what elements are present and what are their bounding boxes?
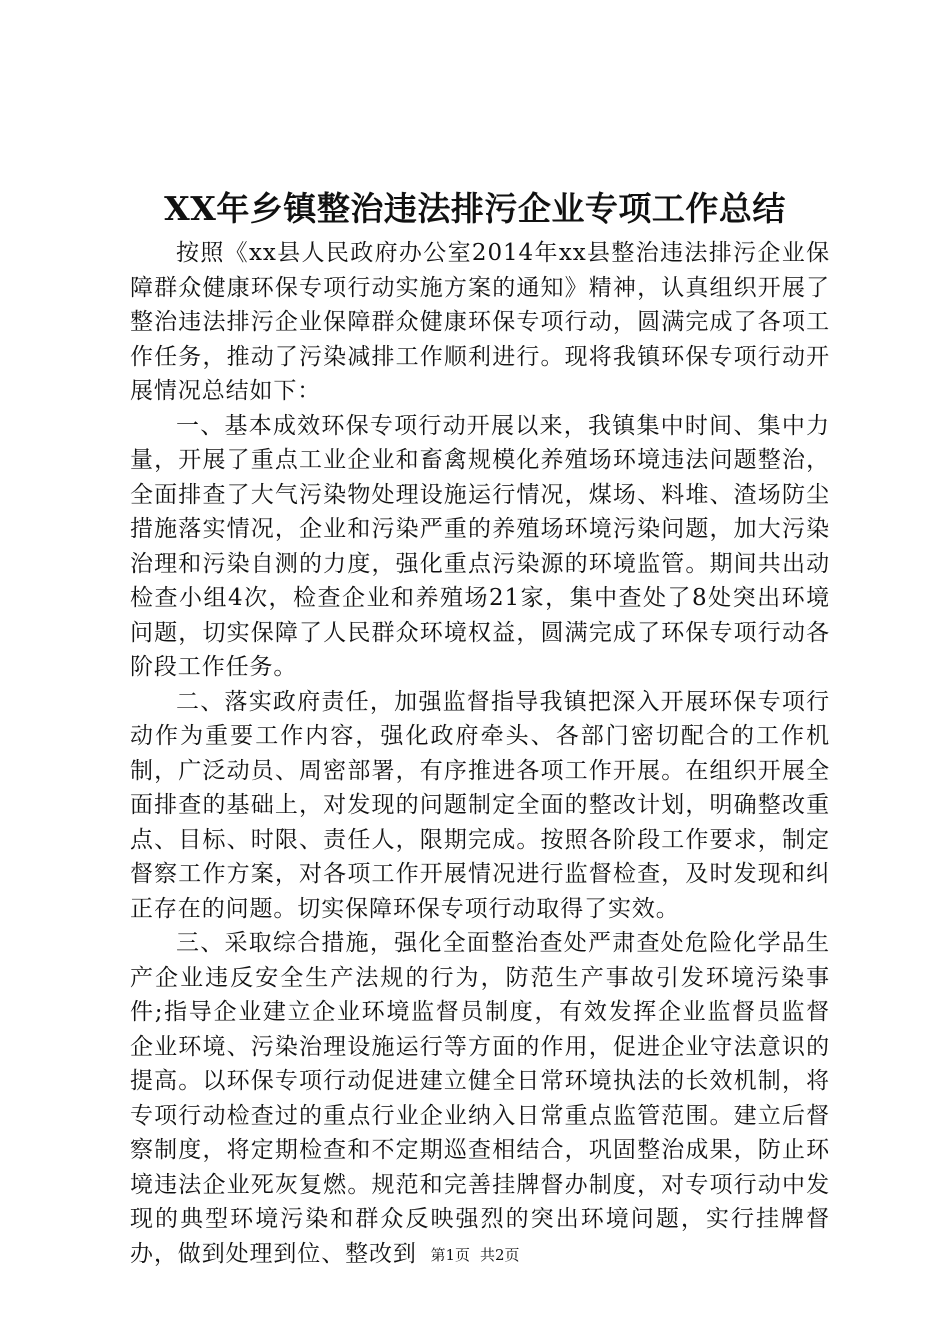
document-body bbox=[130, 236, 830, 1271]
paragraph-section-2: 二、落实政府责任，加强监督指导我镇把深入开展环保专项行动作为重要工作内容，强化政府牵头、各部门密切配合的工作机制，广泛动员、周密部署，有序推进各项工作开展。在组织开展全面排查的基础上，对发现的问题制定全面的整改计划，明确整改重点、目标、时限、责任人，限期完成。按照各阶段工作要求，制定督察工作方案，对各项工作开展情况进行监督检查，及时发现和纠正存在的问题。切实保障环保专项行动取得了实效。 bbox=[130, 688, 830, 922]
paragraph-section-3: 三、采取综合措施，强化全面整治查处严肃查处危险化学品生产企业违反安全生产法规的行为，防范生产事故引发环境污染事件;指导企业建立企业环境监督员制度，有效发挥企业监督员监督企业环境、污染治理设施运行等方面的作用，促进企业守法意识的提高。以环保专项行动促进建立健全日常环境执法的长效机制，将专项行动检查过的重点行业企业纳入日常重点监管范围。建立后督察制度，将定期检查和不定期巡查相结合，巩固整治成果，防止环境违法企业死灰复燃。规范和完善挂牌督办制度，对专项行动中发现的典型环境污染和群众反映强烈的突出环境问题，实行挂牌督办，做到处理到位、整改到 bbox=[130, 930, 830, 1267]
paragraph-intro: 按照《xx县人民政府办公室2014年xx县整治违法排污企业保障群众健康环保专项行动实施方案的通知》精神，认真组织开展了整治违法排污企业保障群众健康环保专项行动，圆满完成了各项工作任务，推动了污染减排工作顺利进行。现将我镇环保专项行动开展情况总结如下： bbox=[130, 240, 830, 404]
paragraph-section-1: 一、基本成效环保专项行动开展以来，我镇集中时间、集中力量，开展了重点工业企业和畜禽规模化养殖场环境违法问题整治，全面排查了大气污染物处理设施运行情况，煤场、料堆、渣场防尘措施落实情况，企业和污染严重的养殖场环境污染问题，加大污染治理和污染自测的力度，强化重点污染源的环境监管。期间共出动检查小组4次，检查企业和养殖场21家，集中查处了8处突出环境问题，切实保障了人民群众环境权益，圆满完成了环保专项行动各阶段工作任务。 bbox=[130, 412, 830, 680]
page-number-total: 共2页 bbox=[480, 1246, 520, 1264]
page-footer bbox=[0, 1244, 950, 1266]
document-title: XX年乡镇整治违法排污企业专项工作总结 bbox=[164, 189, 786, 228]
page-number-current: 第1页 bbox=[430, 1246, 470, 1264]
